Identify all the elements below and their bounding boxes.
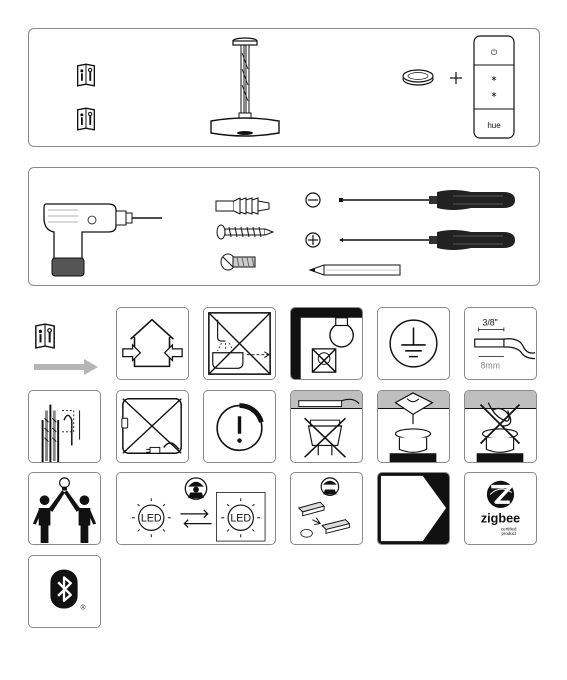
power-drill-icon <box>38 200 168 280</box>
tile-earth-ground <box>377 307 450 380</box>
tile-power-off <box>116 390 189 463</box>
wall-anchor-icon <box>219 252 259 272</box>
strip-length-mm: 8mm <box>480 360 501 371</box>
led-label-right: LED <box>230 512 252 525</box>
coin-battery-icon <box>401 68 435 88</box>
ground-symbol-icon <box>378 308 449 379</box>
brightness-down-symbol: ∗ <box>490 90 498 99</box>
power-off-icon <box>117 391 188 462</box>
tile-bluetooth <box>28 555 101 628</box>
caution-icon <box>204 391 275 462</box>
pencil-icon <box>308 263 403 277</box>
contents-panel <box>28 28 540 147</box>
corner-graphic <box>378 473 449 544</box>
plus-icon <box>449 71 463 85</box>
screwdriver-phillips-icon <box>303 228 518 252</box>
screw-icon <box>215 223 275 241</box>
ceiling-pendant-lamp <box>205 35 285 140</box>
tile-wire-prep <box>28 390 101 463</box>
led-swap-icon <box>117 473 275 544</box>
tile-no-bathroom <box>203 307 276 380</box>
twisted-wires-icon <box>29 391 100 462</box>
remote-brand-label: hue <box>487 121 501 130</box>
arrow-right-icon <box>34 359 98 375</box>
product-label: product <box>501 531 517 537</box>
two-persons-icon <box>29 473 100 544</box>
certified-label: certified <box>501 526 517 532</box>
tile-two-persons <box>28 472 101 545</box>
led-label-left: LED <box>140 512 162 525</box>
manual-icon <box>76 106 96 132</box>
no-insulation-icon <box>291 308 362 379</box>
tile-replace-module <box>290 472 363 545</box>
tile-zigbee-certified <box>464 472 537 545</box>
hue-dimmer-remote <box>473 35 515 139</box>
replace-module-icon <box>291 473 362 544</box>
house-indoor-icon <box>117 308 188 379</box>
tile-black-corner <box>377 472 450 545</box>
tile-no-insulated-ceiling <box>290 307 363 380</box>
zigbee-logo <box>465 473 536 544</box>
zigbee-logo-text: zigbee <box>480 511 521 526</box>
no-bathroom-icon <box>204 308 275 379</box>
manual-icon <box>76 62 96 88</box>
brightness-up-symbol: ∗ <box>490 74 498 83</box>
no-mount-icon <box>291 391 362 462</box>
tile-indoor-use <box>116 307 189 380</box>
wire-strip-icon <box>465 308 536 379</box>
tile-caution <box>203 390 276 463</box>
tile-no-ceiling-box <box>290 390 363 463</box>
manual-icon <box>34 322 56 350</box>
bluetooth-logo <box>29 556 100 627</box>
power-symbol: ⏻ <box>490 48 498 57</box>
tile-led-not-replaceable <box>116 472 276 545</box>
no-hanging-icon <box>465 391 536 462</box>
tile-wire-strip-length <box>464 307 537 380</box>
tile-no-dangling <box>464 390 537 463</box>
strip-length-inches: 3/8" <box>482 317 498 328</box>
wall-plug-icon <box>213 197 273 215</box>
tools-panel <box>28 167 540 286</box>
mount-bracket-icon <box>378 391 449 462</box>
registered-mark: ® <box>80 604 86 612</box>
screwdriver-flat-icon <box>303 188 518 212</box>
tile-mounting-bracket <box>377 390 450 463</box>
